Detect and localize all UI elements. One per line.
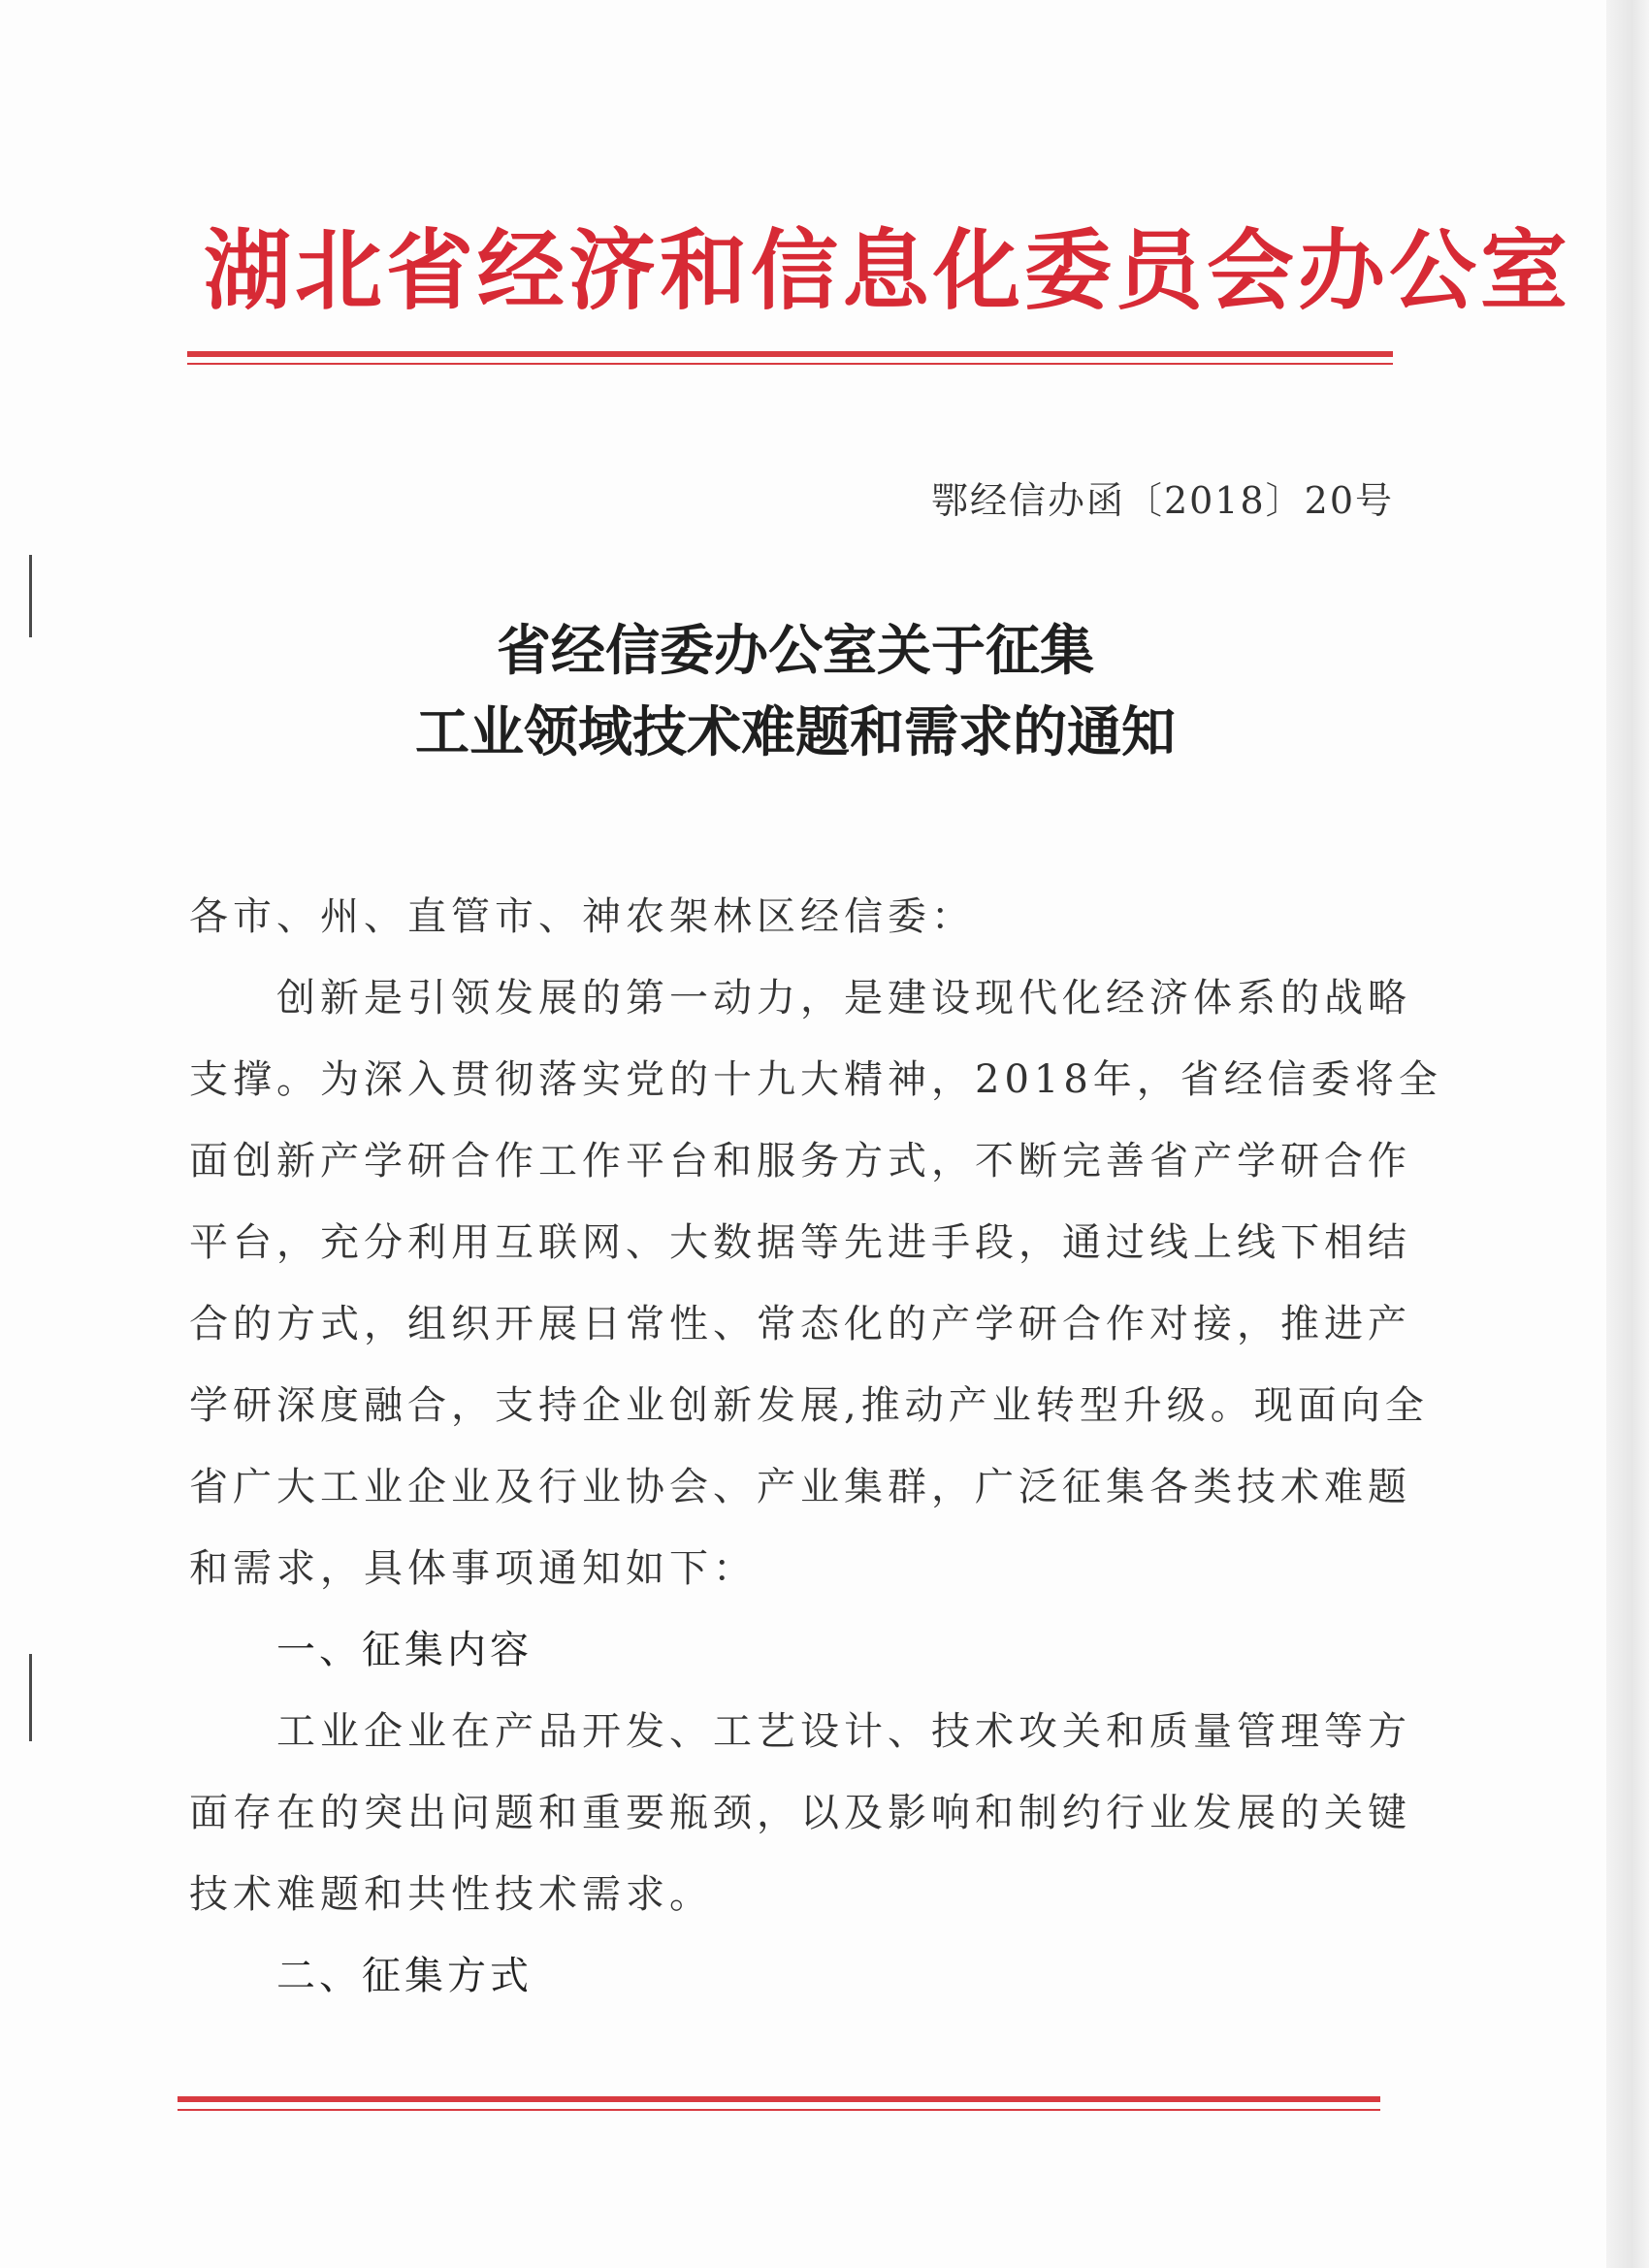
scan-edge-shadow [1606,0,1649,2268]
section-1-line: 工业企业在产品开发、工艺设计、技术攻关和质量管理等方 [276,1709,1411,1754]
paragraph-1-line: 省广大工业企业及行业协会、产业集群，广泛征集各类技术难题 [189,1465,1411,1509]
paragraph-1-line: 支撑。为深入贯彻落实党的十九大精神，2018年，省经信委将全 [189,1057,1442,1102]
document-number: 鄂经信办函〔2018〕20号 [930,479,1394,522]
paragraph-1-line: 和需求，具体事项通知如下： [189,1546,757,1591]
document-body [189,876,1442,2017]
document-title [194,611,1397,774]
section-1-heading: 一、征集内容 [276,1628,533,1672]
title-line-2: 工业领域技术难题和需求的通知 [415,701,1176,764]
paragraph-1-line: 创新是引领发展的第一动力，是建设现代化经济体系的战略 [276,976,1411,1021]
paragraph-1-line: 平台，充分利用互联网、大数据等先进手段，通过线上线下相结 [189,1220,1411,1265]
paragraph-1-line: 面创新产学研合作工作平台和服务方式，不断完善省产学研合作 [189,1139,1411,1183]
title-line-1: 省经信委办公室关于征集 [497,620,1094,683]
masthead-organization: 湖北省经济和信息化委员会办公室 [204,220,1571,322]
binding-mark [29,555,32,637]
binding-mark [29,1654,32,1741]
masthead-rule-thin [187,363,1393,365]
footer-rule-thin [178,2109,1380,2111]
paragraph-1-line: 合的方式，组织开展日常性、常态化的产学研合作对接，推进产 [189,1302,1411,1346]
section-2-heading: 二、征集方式 [276,1954,533,1998]
masthead-rule-thick [187,351,1393,357]
footer-rule-thick [178,2096,1380,2102]
salutation: 各市、州、直管市、神农架林区经信委： [189,894,975,939]
section-1-line: 面存在的突出问题和重要瓶颈，以及影响和制约行业发展的关键 [189,1791,1411,1835]
section-1-line: 技术难题和共性技术需求。 [189,1872,713,1917]
paragraph-1-line: 学研深度融合，支持企业创新发展,推动产业转型升级。现面向全 [189,1383,1429,1428]
